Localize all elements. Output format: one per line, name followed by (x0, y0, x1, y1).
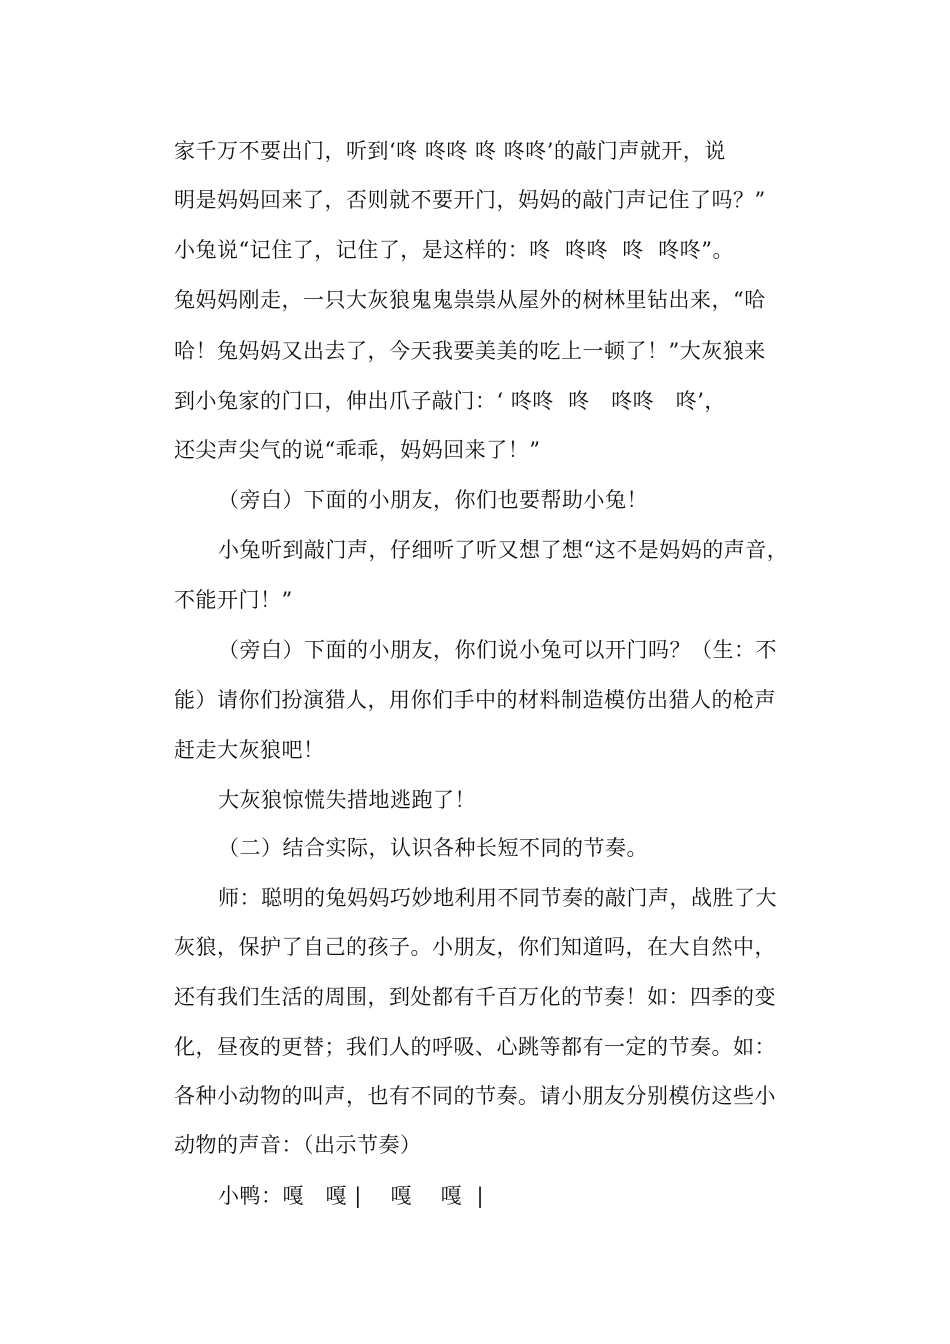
text-line: 还有我们生活的周围，到处都有千百万化的节奏！如：四季的变 (174, 985, 776, 1009)
text-line: 化，昼夜的更替；我们人的呼吸、心跳等都有一定的节奏。如： (174, 1035, 776, 1059)
rhythm-line: 小鸭：嘎 嘎 | 嘎 嘎 | (218, 1184, 485, 1208)
paragraph-line: （旁白）下面的小朋友，你们说小兔可以开门吗？（生：不 (218, 638, 777, 662)
text-line: 赶走大灰狼吧！ (174, 738, 325, 762)
section-heading: （二）结合实际，认识各种长短不同的节奏。 (218, 836, 648, 860)
text-line: 家千万不要出门，听到‘咚 咚咚 咚 咚咚’的敲门声就开，说 (174, 139, 726, 163)
text-line: 到小兔家的门口，伸出爪子敲门：‘ 咚咚 咚 咚咚 咚’， (174, 389, 726, 413)
text-line: 还尖声尖气的说“乖乖，妈妈回来了！” (174, 438, 541, 462)
text-line: 不能开门！” (174, 588, 293, 612)
paragraph-line: 师：聪明的兔妈妈巧妙地利用不同节奏的敲门声，战胜了大 (218, 886, 777, 910)
paragraph-line: 小兔听到敲门声，仔细听了听又想了想“这不是妈妈的声音， (218, 538, 789, 562)
text-line: 灰狼，保护了自己的孩子。小朋友，你们知道吗，在大自然中， (174, 935, 776, 959)
paragraph-line: 大灰狼惊慌失措地逃跑了！ (218, 788, 476, 812)
text-line: 哈！兔妈妈又出去了，今天我要美美的吃上一顿了！”大灰狼来 (174, 339, 766, 363)
text-line: 各种小动物的叫声，也有不同的节奏。请小朋友分别模仿这些小 (174, 1084, 776, 1108)
text-line: 动物的声音：（出示节奏） (174, 1133, 422, 1157)
text-line: 明是妈妈回来了，否则就不要开门，妈妈的敲门声记住了吗？” (174, 188, 766, 212)
text-line: 能）请你们扮演猎人，用你们手中的材料制造模仿出猎人的枪声 (174, 688, 776, 712)
paragraph-line: （旁白）下面的小朋友，你们也要帮助小兔！ (218, 488, 648, 512)
text-line: 小兔说“记住了，记住了，是这样的：咚 咚咚 咚 咚咚”。 (174, 238, 735, 262)
text-line: 兔妈妈刚走，一只大灰狼鬼鬼祟祟从屋外的树林里钻出来，“哈 (174, 288, 766, 312)
